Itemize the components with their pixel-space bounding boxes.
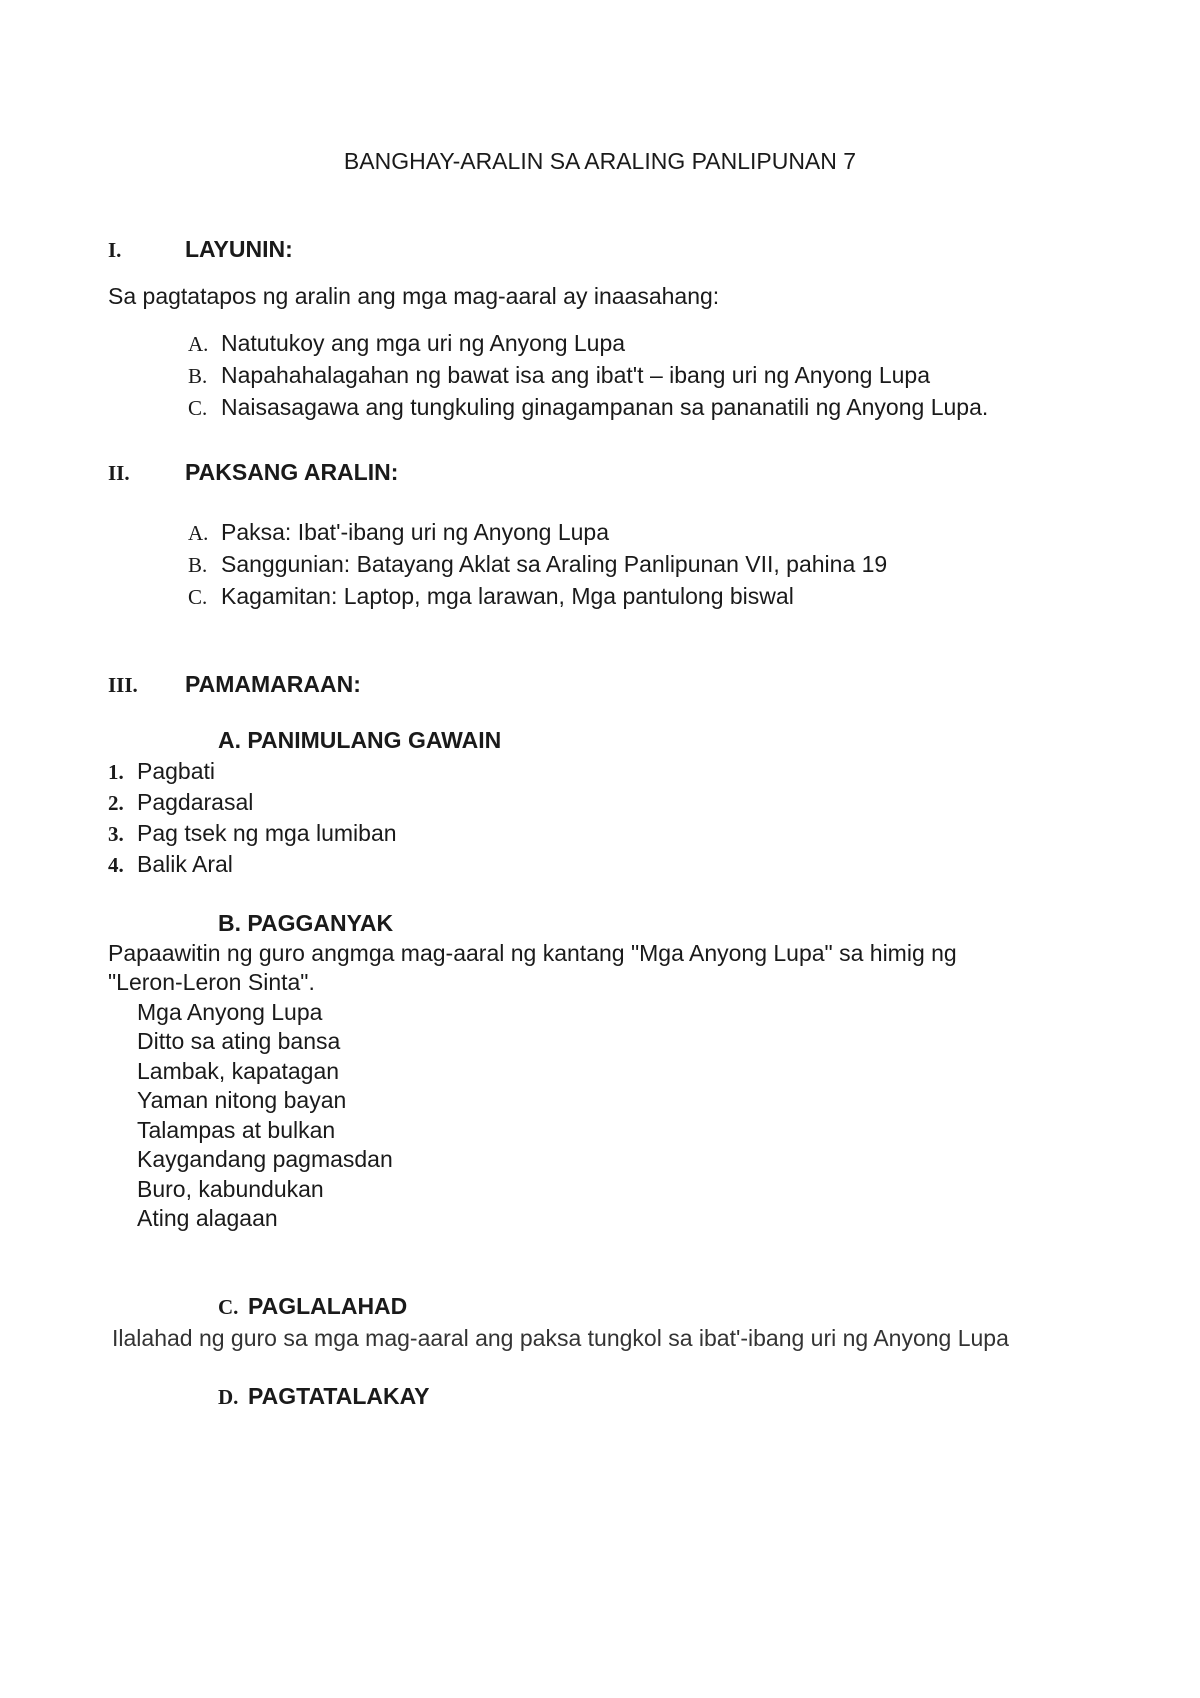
section-heading-pamamaraan: PAMAMARAAN:: [185, 671, 361, 697]
list-item-letter: A.: [188, 332, 209, 356]
list-item-number: 1.: [108, 760, 124, 784]
list-item-letter: B.: [188, 553, 208, 577]
paksa-item: Sanggunian: Batayang Aklat sa Araling Panlipunan VII, pahina 19: [221, 551, 888, 577]
song-line: Yaman nitong bayan: [137, 1087, 347, 1113]
panimula-item: Pagdarasal: [137, 789, 254, 815]
section-heading-paksang-aralin: PAKSANG ARALIN:: [185, 459, 399, 485]
layunin-intro: Sa pagtatapos ng aralin ang mga mag-aaral ay inaasahang:: [108, 283, 720, 309]
song-line: Ating alagaan: [137, 1205, 278, 1231]
list-item-letter: A.: [188, 521, 209, 545]
list-item-number: 2.: [108, 791, 124, 815]
subsection-heading-pagtatalakay: PAGTATALAKAY: [248, 1383, 430, 1409]
song-line: Ditto sa ating bansa: [137, 1028, 341, 1054]
panimula-item: Balik Aral: [137, 851, 233, 877]
list-item-letter: C.: [188, 585, 208, 609]
pagganyak-line: Papaawitin ng guro angmga mag-aaral ng kantang "Mga Anyong Lupa" sa himig ng: [108, 940, 957, 966]
paksa-item: Paksa: Ibat'-ibang uri ng Anyong Lupa: [221, 519, 610, 545]
list-item-number: 4.: [108, 853, 124, 877]
subsection-heading-pagganyak: B. PAGGANYAK: [218, 910, 394, 936]
paglalahad-text: Ilalahad ng guro sa mga mag-aaral ang paksa tungkol sa ibat'-ibang uri ng Anyong Lupa: [112, 1325, 1009, 1351]
song-line: Mga Anyong Lupa: [137, 999, 323, 1025]
page-title: BANGHAY-ARALIN SA ARALING PANLIPUNAN 7: [343, 148, 857, 174]
section-heading-layunin: LAYUNIN:: [185, 236, 293, 262]
layunin-item: Natutukoy ang mga uri ng Anyong Lupa: [221, 330, 626, 356]
layunin-item: Naisasagawa ang tungkuling ginagampanan sa pananatili ng Anyong Lupa.: [221, 394, 989, 420]
song-line: Kaygandang pagmasdan: [137, 1146, 393, 1172]
paksa-item: Kagamitan: Laptop, mga larawan, Mga pantulong biswal: [221, 583, 794, 609]
song-line: Talampas at bulkan: [137, 1117, 336, 1143]
pagganyak-line: "Leron-Leron Sinta".: [108, 969, 315, 995]
subsection-letter: C.: [218, 1295, 239, 1319]
subsection-heading-paglalahad: PAGLALAHAD: [248, 1293, 408, 1319]
list-item-letter: B.: [188, 364, 208, 388]
subsection-heading-panimula: A. PANIMULANG GAWAIN: [218, 727, 502, 753]
list-item-number: 3.: [108, 822, 124, 846]
panimula-item: Pag tsek ng mga lumiban: [137, 820, 397, 846]
subsection-letter: D.: [218, 1385, 239, 1409]
section-numeral-ii: II.: [108, 461, 130, 485]
section-numeral-iii: III.: [108, 673, 138, 697]
list-item-letter: C.: [188, 396, 208, 420]
panimula-item: Pagbati: [137, 758, 216, 784]
song-line: Lambak, kapatagan: [137, 1058, 340, 1084]
layunin-item: Napahahalagahan ng bawat isa ang ibat't – ibang uri ng Anyong Lupa: [221, 362, 931, 388]
song-line: Buro, kabundukan: [137, 1176, 324, 1202]
section-numeral-i: I.: [108, 238, 122, 262]
